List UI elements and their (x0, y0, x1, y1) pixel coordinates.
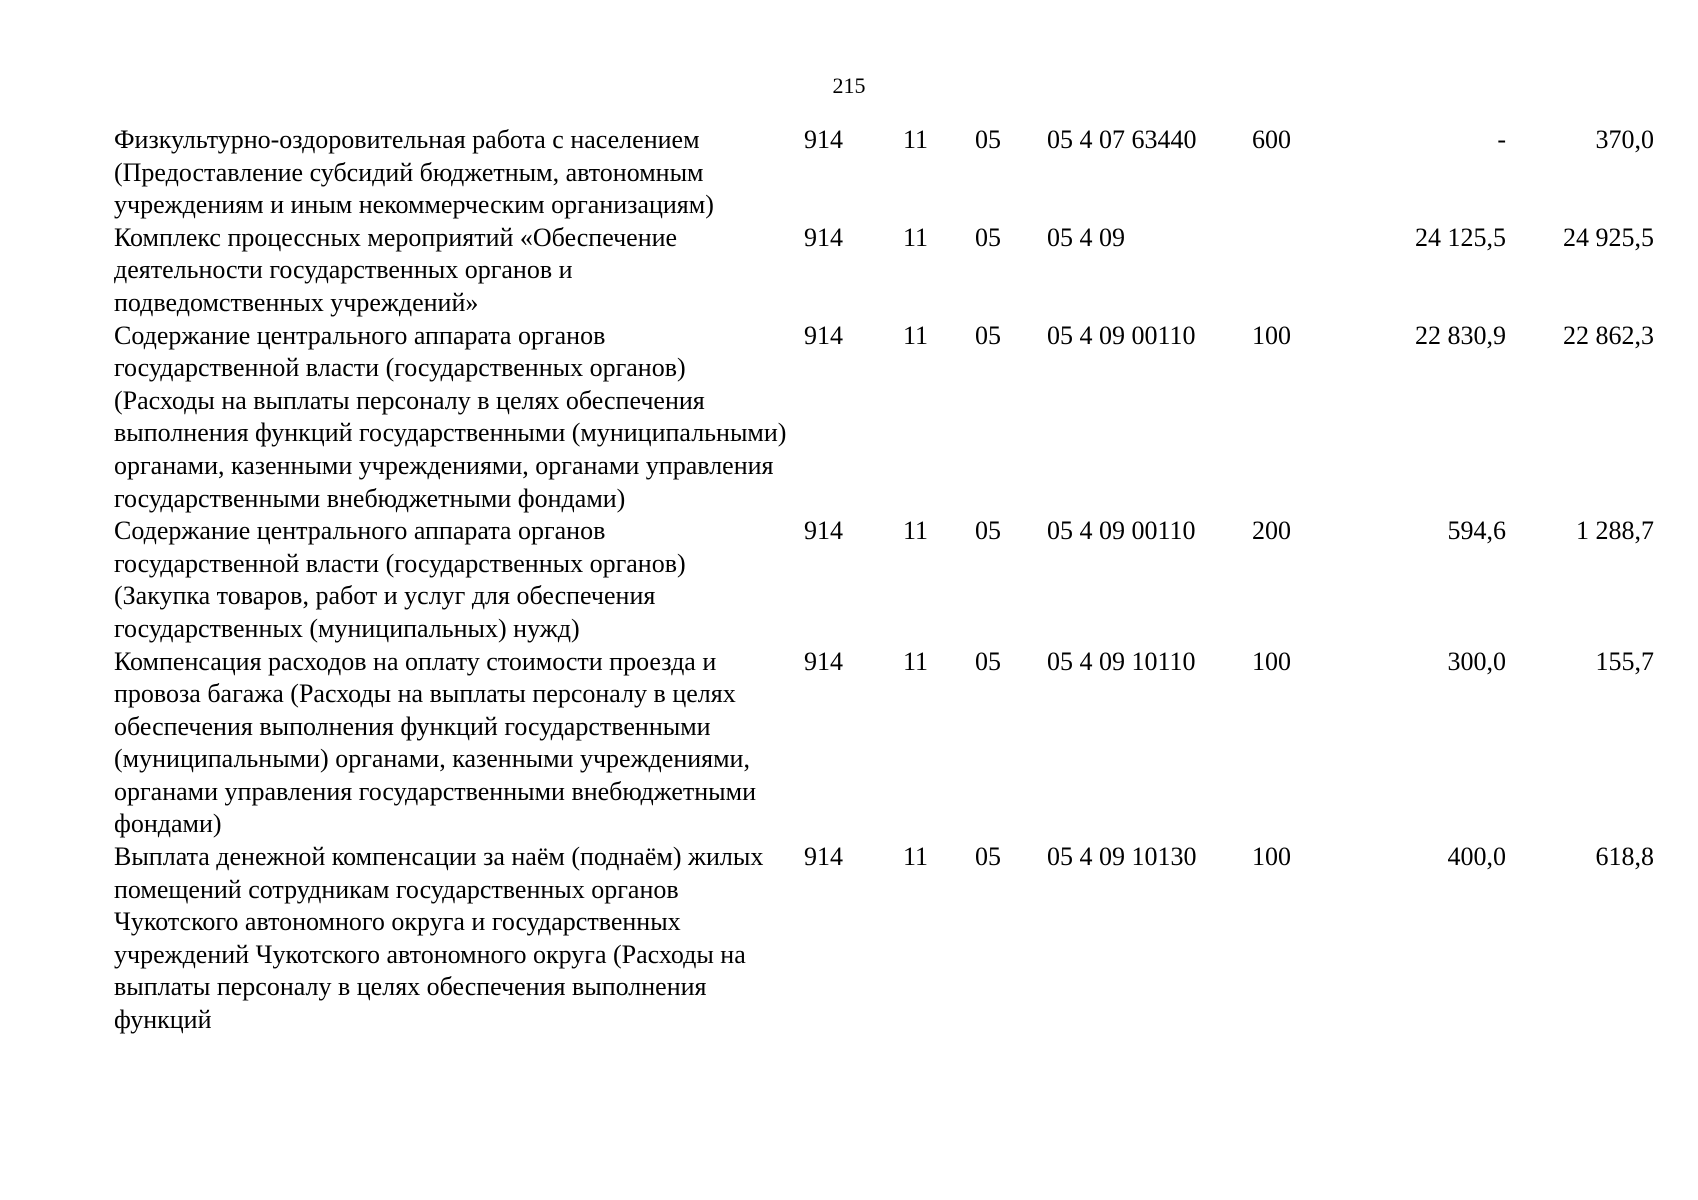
amount-first: 22 830,9 (1415, 320, 1506, 350)
amount-second: 370,0 (1595, 125, 1654, 154)
amount-second: 1 288,7 (1576, 516, 1654, 546)
target-article-code: 05 4 09 (1047, 222, 1125, 252)
table-row (114, 646, 1654, 842)
amount-first: 400,0 (1447, 842, 1506, 872)
section-code: 11 (903, 125, 929, 154)
amount-second: 24 925,5 (1563, 222, 1654, 252)
ministry-code: 914 (804, 320, 843, 350)
expense-kind-code: 100 (1252, 646, 1291, 676)
section-code: 11 (903, 842, 929, 872)
expense-name: Компенсация расходов на оплату стоимости проезда и провоза багажа (Расходы на выплаты персоналу в целях обеспечения выполнения функций государственными (муниципальными) органами, казенными учреждениями, органами управления государственными внебюджетными фондами) (114, 646, 757, 839)
page-number: 215 (832, 73, 866, 98)
amount-second: 618,8 (1595, 842, 1654, 872)
amount-first: 594,6 (1447, 516, 1506, 546)
subsection-code: 05 (975, 125, 1001, 154)
table-row (114, 222, 1654, 320)
ministry-code: 914 (804, 222, 843, 252)
table-row (114, 841, 1654, 1037)
ministry-code: 914 (804, 646, 843, 676)
target-article-code: 05 4 09 10110 (1047, 646, 1196, 676)
ministry-code: 914 (804, 842, 843, 872)
table-row (114, 124, 1654, 222)
target-article-code: 05 4 09 00110 (1047, 516, 1196, 546)
budget-table (114, 124, 1654, 1037)
amount-second: 155,7 (1595, 646, 1654, 676)
amount-first: - (1497, 125, 1506, 154)
expense-kind-code: 100 (1252, 842, 1291, 872)
expense-name: Физкультурно-оздоровительная работа с населением (Предоставление субсидий бюджетным, автономным учреждениям и иным некоммерческим организациям) (114, 125, 714, 220)
ministry-code: 914 (804, 516, 843, 546)
section-code: 11 (903, 222, 929, 252)
subsection-code: 05 (975, 222, 1001, 252)
target-article-code: 05 4 09 00110 (1047, 320, 1196, 350)
expense-kind-code: 600 (1252, 125, 1291, 154)
expense-name: Выплата денежной компенсации за наём (поднаём) жилых помещений сотрудникам государственных органов Чукотского автономного округа и государственных учреждений Чукотского автономного округа (Расходы на выплаты персоналу в целях обеспечения выполнения функций (114, 842, 764, 1035)
target-article-code: 05 4 09 10130 (1047, 842, 1197, 872)
subsection-code: 05 (975, 646, 1001, 676)
table-row (114, 515, 1654, 645)
table-row (114, 320, 1654, 516)
subsection-code: 05 (975, 320, 1001, 350)
expense-kind-code: 200 (1252, 516, 1291, 546)
amount-first: 300,0 (1447, 646, 1506, 676)
amount-first: 24 125,5 (1415, 222, 1506, 252)
expense-name: Содержание центрального аппарата органов государственной власти (государственных органов) (Расходы на выплаты персоналу в целях обеспечения выполнения функций государственными (муниципальными) органами, казенными учреждениями, органами управления государственными внебюджетными фондами) (114, 320, 787, 513)
section-code: 11 (903, 516, 929, 546)
amount-second: 22 862,3 (1563, 320, 1654, 350)
expense-name: Содержание центрального аппарата органов государственной власти (государственных органов) (Закупка товаров, работ и услуг для обеспечения государственных (муниципальных) нужд) (114, 516, 686, 643)
target-article-code: 05 4 07 63440 (1047, 125, 1197, 154)
expense-kind-code (1236, 222, 1336, 320)
ministry-code: 914 (804, 125, 843, 154)
section-code: 11 (903, 646, 929, 676)
section-code: 11 (903, 320, 929, 350)
subsection-code: 05 (975, 842, 1001, 872)
expense-name: Комплекс процессных мероприятий «Обеспечение деятельности государственных органов и подведомственных учреждений» (114, 222, 678, 317)
expense-kind-code: 100 (1252, 320, 1291, 350)
subsection-code: 05 (975, 516, 1001, 546)
